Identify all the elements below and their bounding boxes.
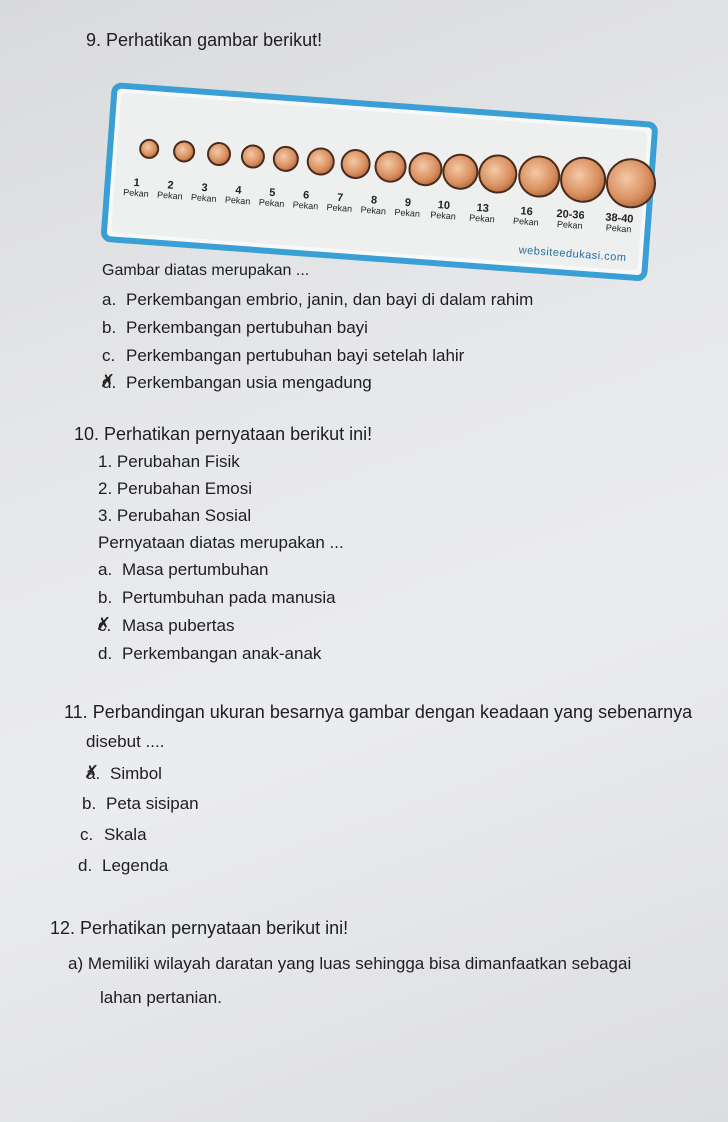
embryo-stage-8-icon [373,149,407,183]
option-letter-marked: d. ✗ [102,373,126,393]
embryo-stage-4-icon [240,144,266,170]
question-9-prompt: Gambar diatas merupakan ... [102,262,310,279]
option-letter: c. [102,346,116,365]
embryo-stage-3-icon [206,141,232,167]
option-letter-marked: c. ✗ [98,616,122,636]
week-label: 7 Pekan [326,191,353,214]
question-9-option-b [102,318,368,338]
week-label: 20-36 Pekan [556,207,585,231]
figure-panel [111,93,648,271]
option-letter: d. [98,644,113,663]
option-text: Perkembangan anak-anak [122,644,322,663]
embryo-stage-10-icon [441,152,480,191]
embryo-stage-20-36-icon [558,155,607,204]
week-label: 38-40 Pekan [604,211,634,235]
week-label: 13 Pekan [468,202,496,225]
question-12-title: 12. Perhatikan pernyataan berikut ini! [50,918,349,938]
option-letter: c. [80,825,94,844]
option-letter: a. [98,560,113,579]
option-text: Simbol [110,764,162,783]
embryo-stage-9-icon [407,151,443,187]
embryo-stage-7-icon [340,148,372,180]
question-9-option-d [102,373,372,393]
embryo-stage-1-icon [138,138,159,159]
week-label: 2 Pekan [156,179,183,202]
week-label: 8 Pekan [360,194,387,217]
embryo-stage-2-icon [172,140,196,164]
option-letter: b. [82,794,97,813]
question-10-prompt: Pernyataan diatas merupakan ... [98,533,344,552]
question-11-title: 11. Perbandingan ukuran besarnya gambar dengan keadaan yang sebenarnya [64,702,693,722]
question-11-option-d [78,856,168,876]
option-letter: d. [78,856,93,875]
option-text: Legenda [102,856,169,875]
week-label: 16 Pekan [512,205,539,228]
option-text: Pertumbuhan pada manusia [122,588,336,607]
option-letter: a. [102,290,117,309]
option-text: Skala [104,825,147,844]
question-12-item-a-continued: lahan pertanian. [100,988,222,1007]
embryo-stage-5-icon [272,145,300,173]
option-text: Perkembangan pertubuhan bayi [126,318,368,337]
question-11-option-b [82,794,199,814]
question-11-option-a [86,764,162,784]
question-12-item-a: a) Memiliki wilayah daratan yang luas sehingga bisa dimanfaatkan sebagai [68,954,632,973]
embryo-stage-16-icon [517,154,562,199]
question-10-option-d [98,644,321,664]
option-text: Peta sisipan [106,794,199,813]
week-label: 5 Pekan [258,186,285,209]
embryo-stage-13-icon [477,153,519,195]
embryo-stage-38-40-icon [604,157,658,211]
question-11-option-c [80,825,147,845]
option-letter-marked: a. ✗ [86,764,110,784]
week-label: 6 Pekan [292,189,319,212]
option-text: Masa pertumbuhan [122,560,269,579]
week-label: 3 Pekan [190,181,217,204]
question-10-option-c [98,616,234,636]
question-10-item-1: 1. Perubahan Fisik [98,452,240,471]
week-label: 9 Pekan [394,196,421,219]
option-text: Perkembangan embrio, janin, dan bayi di dalam rahim [126,290,534,309]
question-9-title: 9. Perhatikan gambar berikut! [86,30,323,50]
question-10-item-3: 3. Perubahan Sosial [98,506,252,525]
question-10-title: 10. Perhatikan pernyataan berikut ini! [74,424,373,444]
week-label: 10 Pekan [430,199,457,222]
question-9-option-a [102,290,533,310]
embryo-stage-6-icon [306,147,336,177]
option-letter: b. [98,588,113,607]
option-text: Perkembangan usia mengadung [126,373,372,392]
option-text: Masa pubertas [122,616,235,635]
question-9-option-c [102,346,464,366]
embryo-development-figure [100,82,658,282]
week-label: 4 Pekan [224,184,251,207]
week-label: 1 Pekan [122,176,150,199]
option-text: Perkembangan pertubuhan bayi setelah lahir [126,346,465,365]
option-letter: b. [102,318,117,337]
question-11-title-continued: disebut .... [86,732,165,751]
question-10-item-2: 2. Perubahan Emosi [98,479,253,498]
figure-watermark: websiteedukasi.com [518,244,627,265]
question-10-option-a [98,560,268,580]
question-10-option-b [98,588,336,608]
